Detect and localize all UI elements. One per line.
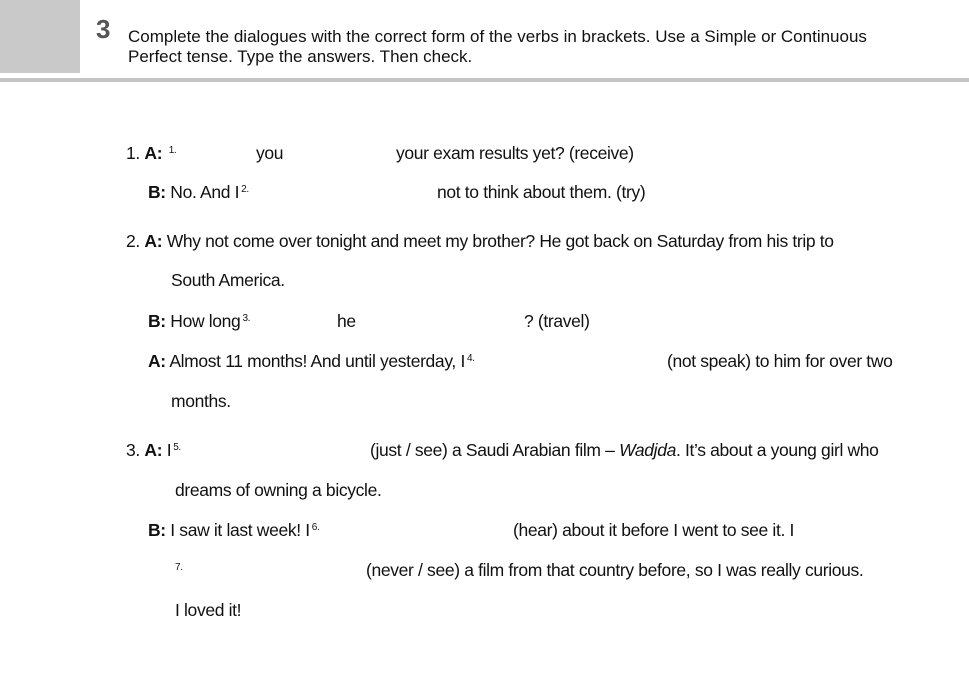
dialogue-2-line-a2 bbox=[148, 351, 475, 372]
sentence-text: I loved it! bbox=[175, 600, 242, 620]
dialogue-2-line-b bbox=[148, 311, 250, 332]
speaker-b-label: B: bbox=[148, 520, 166, 540]
speaker-b-label: B: bbox=[148, 311, 166, 331]
dialogue-2-line-a bbox=[126, 231, 834, 252]
sentence-text: Almost 11 months! And until yesterday, I bbox=[169, 351, 465, 371]
film-title: Wadjda bbox=[619, 440, 676, 460]
dialogue-3-line-a bbox=[126, 440, 181, 461]
dialogue-number: 2. bbox=[126, 231, 140, 251]
sentence-text: dreams of owning a bicycle. bbox=[175, 480, 382, 500]
gap-number-3: 3. bbox=[242, 313, 251, 324]
gap-number-2: 2. bbox=[241, 184, 249, 195]
gap-number-1: 1. bbox=[168, 145, 177, 156]
sentence-text: I saw it last week! I bbox=[170, 520, 310, 540]
gap-number-6: 6. bbox=[311, 522, 320, 533]
sentence-text: months. bbox=[171, 391, 231, 411]
gap-number-5: 5. bbox=[173, 442, 181, 453]
speaker-a-label: A: bbox=[148, 351, 166, 371]
sentence-text: (just / see) a Saudi Arabian film – bbox=[370, 440, 615, 460]
sentence-text: your exam results yet? (receive) bbox=[396, 143, 634, 163]
gap-text: he bbox=[337, 311, 356, 331]
sentence-text: Why not come over tonight and meet my brother? He got back on Saturday from his trip to bbox=[166, 231, 834, 251]
dialogue-number: 1. bbox=[126, 143, 140, 163]
dialogue-number: 3. bbox=[126, 440, 140, 460]
sentence-text: (never / see) a film from that country before, so I was really curious. bbox=[366, 560, 864, 580]
speaker-a-label: A: bbox=[144, 143, 163, 163]
sentence-text: . It’s about a young girl who bbox=[675, 440, 879, 460]
sentence-text: No. And I bbox=[170, 182, 240, 202]
dialogue-1-line-a bbox=[126, 143, 176, 164]
sentence-text: not to think about them. (try) bbox=[437, 182, 646, 202]
gap-number-4: 4. bbox=[466, 353, 475, 364]
dialogue-1-line-b bbox=[148, 182, 249, 203]
header-divider bbox=[0, 78, 969, 82]
gap-number-7: 7. bbox=[175, 562, 183, 573]
dialogue-3-line-a-rest bbox=[370, 440, 879, 461]
dialogue-3-line-b bbox=[148, 520, 319, 541]
exercise-header bbox=[0, 0, 969, 78]
sentence-text: ? (travel) bbox=[524, 311, 590, 331]
speaker-a-label: A: bbox=[144, 440, 163, 460]
speaker-a-label: A: bbox=[144, 231, 163, 251]
sentence-text: How long bbox=[170, 311, 241, 331]
sentence-text: (not speak) to him for over two bbox=[667, 351, 893, 371]
dialogue-3-line-b2 bbox=[175, 560, 183, 581]
sentence-text: (hear) about it before I went to see it. I bbox=[513, 520, 795, 540]
sentence-text: South America. bbox=[171, 270, 285, 290]
exercise-instruction bbox=[128, 27, 948, 67]
speaker-b-label: B: bbox=[148, 182, 166, 202]
gap-text: you bbox=[256, 143, 284, 163]
exercise-number-box bbox=[0, 0, 80, 73]
instruction-line-1: Complete the dialogues with the correct form of the verbs in brackets. Use a Simple or Continuous bbox=[128, 27, 867, 46]
sentence-text: I bbox=[166, 440, 172, 460]
instruction-line-2: Perfect tense. Type the answers. Then check. bbox=[128, 47, 473, 66]
exercise-number: 3 bbox=[96, 14, 111, 44]
